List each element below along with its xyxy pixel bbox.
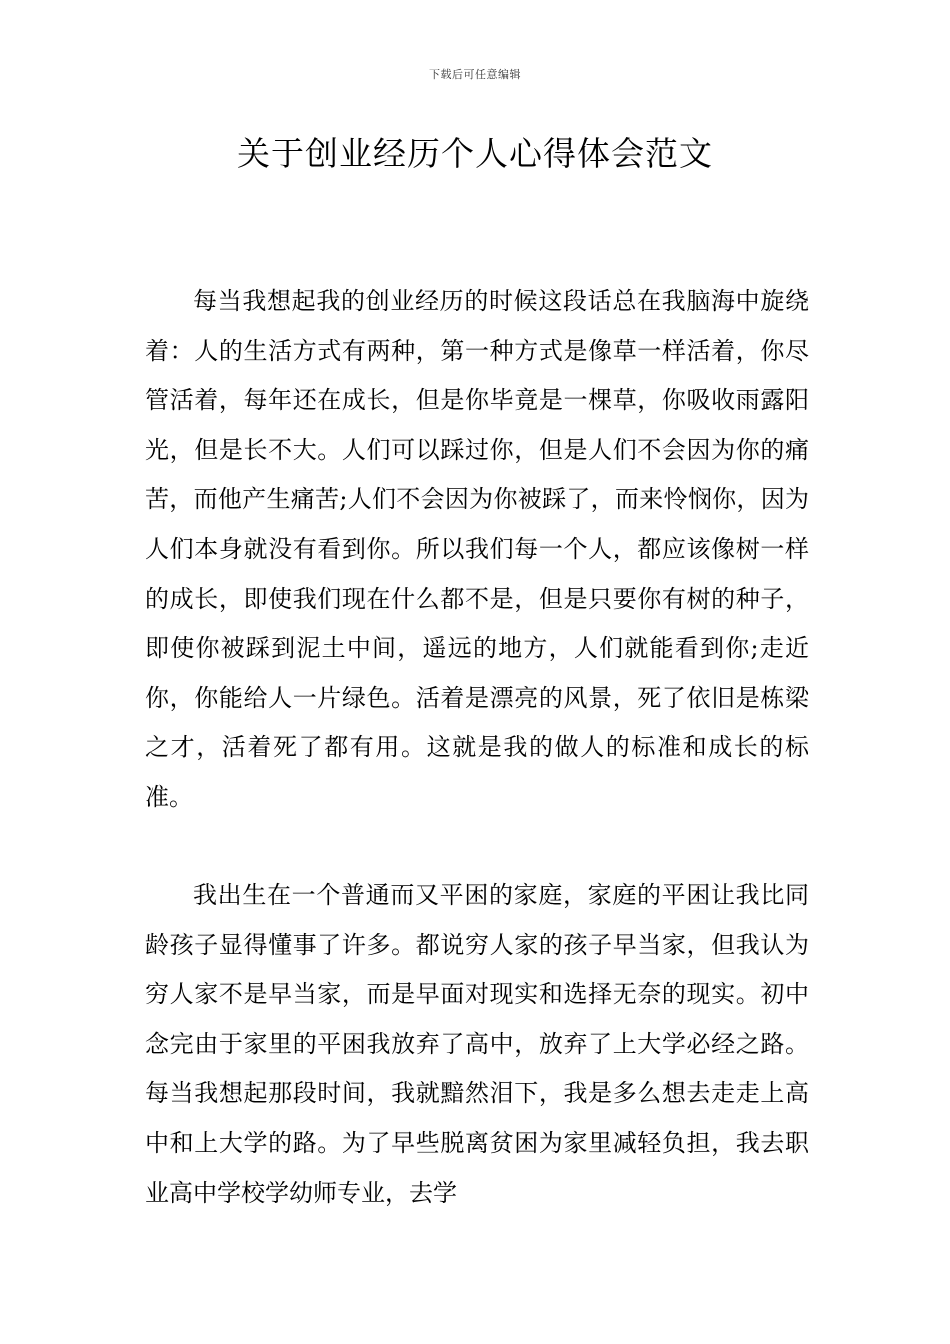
body-paragraph: 每当我想起我的创业经历的时候这段话总在我脑海中旋绕着：人的生活方式有两种，第一种方式是像草一样活着，你尽管活着，每年还在成长，但是你毕竟是一棵草，你吸收雨露阳光，但是长不大。人们可以踩过你，但是人们不会因为你的痛苦，而他产生痛苦;人们不会因为你被踩了，而来怜悯你，因为人们本身就没有看到你。所以我们每一个人，都应该像树一样的成长，即使我们现在什么都不是，但是只要你有树的种子，即使你被踩到泥土中间，遥远的地方，人们就能看到你;走近你，你能给人一片绿色。活着是漂亮的风景，死了依旧是栋梁之才，活着死了都有用。这就是我的做人的标准和成长的标准。 [145, 287, 809, 811]
body-paragraph-2-container [145, 871, 809, 1218]
body-paragraph-1-container [145, 277, 809, 823]
body-paragraph: 我出生在一个普通而又平困的家庭，家庭的平困让我比同龄孩子显得懂事了许多。都说穷人家的孩子早当家，但我认为穷人家不是早当家，而是早面对现实和选择无奈的现实。初中念完由于家里的平困我放弃了高中，放弃了上大学必经之路。每当我想起那段时间，我就黯然泪下，我是多么想去走走上高中和上大学的路。为了早些脱离贫困为家里减轻负担，我去职业高中学校学幼师专业，去学 [145, 881, 809, 1207]
page-title: 关于创业经历个人心得体会范文 [237, 134, 713, 173]
header-note: 下载后可任意编辑 [429, 68, 521, 81]
